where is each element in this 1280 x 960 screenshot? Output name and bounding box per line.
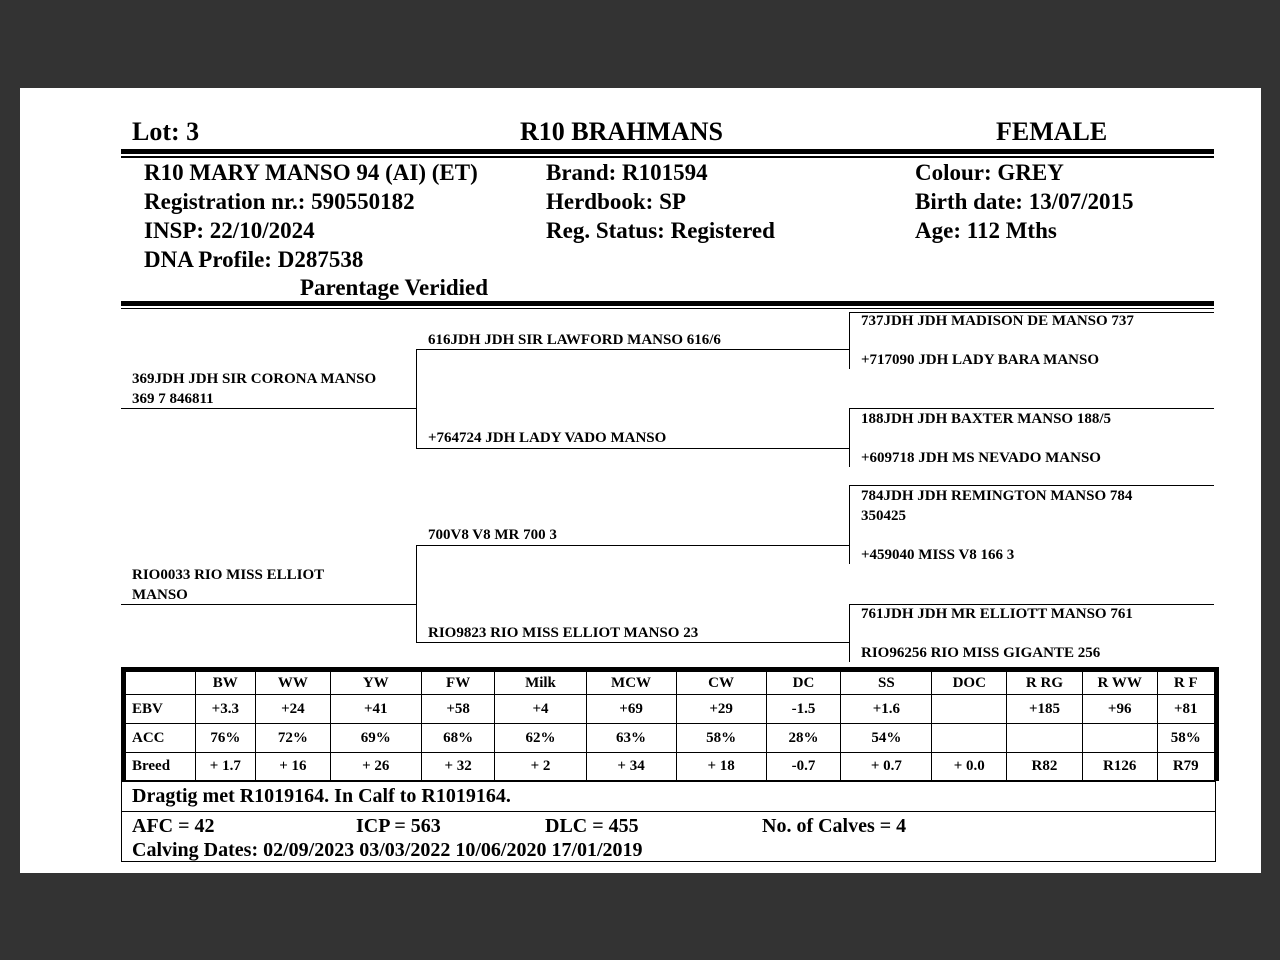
ebv-col-header: CW: [676, 670, 766, 695]
ebv-table: [121, 667, 1219, 781]
ebv-col-header: R WW: [1082, 670, 1157, 695]
acc-row: [124, 724, 1217, 753]
ebv-col-header: SS: [841, 670, 932, 695]
calving-dates: Calving Dates: 02/09/2023 03/03/2022 10/06/2020 17/01/2019: [132, 839, 643, 861]
table-cell: +24: [256, 695, 331, 724]
table-cell: +1.6: [841, 695, 932, 724]
ds-bracket: [849, 485, 850, 564]
pregnancy-box: [121, 781, 1216, 812]
table-cell: [932, 695, 1007, 724]
ss-bracket: [849, 312, 850, 369]
ebv-col-header: [124, 670, 196, 695]
dam-name-cont: MANSO: [132, 587, 188, 603]
table-cell: 58%: [676, 724, 766, 753]
row-label: ACC: [124, 724, 196, 753]
inspection-date: INSP: 22/10/2024: [144, 218, 315, 243]
ebv-col-header: YW: [330, 670, 421, 695]
sd-dam-name: +609718 JDH MS NEVADO MANSO: [861, 450, 1101, 466]
table-cell: -1.5: [766, 695, 841, 724]
ss-dam-name: +717090 JDH LADY BARA MANSO: [861, 352, 1100, 368]
table-cell: +81: [1157, 695, 1216, 724]
registration-number: Registration nr.: 590550182: [144, 189, 415, 214]
table-cell: +185: [1007, 695, 1083, 724]
dam-sire-line: [416, 545, 849, 546]
afc: AFC = 42: [132, 815, 215, 837]
dlc: DLC = 455: [545, 815, 639, 837]
table-cell: 68%: [421, 724, 495, 753]
table-cell: + 26: [330, 753, 421, 781]
number-of-calves: No. of Calves = 4: [762, 815, 907, 837]
breeder-name: R10 BRAHMANS: [520, 117, 723, 146]
sire-sire-name: 616JDH JDH SIR LAWFORD MANSO 616/6: [428, 332, 721, 348]
ss-sire-name: 737JDH JDH MADISON DE MANSO 737: [861, 313, 1134, 329]
table-cell: +3.3: [195, 695, 255, 724]
table-cell: + 16: [256, 753, 331, 781]
table-cell: +69: [586, 695, 676, 724]
dd-bracket: [849, 604, 850, 662]
dna-profile: DNA Profile: D287538: [144, 247, 364, 272]
ebv-col-header: DOC: [932, 670, 1007, 695]
ebv-col-header: Milk: [495, 670, 586, 695]
brand: Brand: R101594: [546, 160, 708, 185]
table-cell: + 18: [676, 753, 766, 781]
registration-status: Reg. Status: Registered: [546, 218, 775, 243]
table-cell: [1082, 724, 1157, 753]
parentage-status: Parentage Veridied: [300, 275, 489, 300]
table-cell: R126: [1082, 753, 1157, 781]
table-cell: +29: [676, 695, 766, 724]
table-cell: + 0.0: [932, 753, 1007, 781]
colour: Colour: GREY: [915, 160, 1064, 185]
table-cell: + 2: [495, 753, 586, 781]
sd-sire-name: 188JDH JDH BAXTER MANSO 188/5: [861, 411, 1112, 427]
birth-date: Birth date: 13/07/2015: [915, 189, 1134, 214]
table-cell: 62%: [495, 724, 586, 753]
table-cell: + 1.7: [195, 753, 255, 781]
table-cell: 72%: [256, 724, 331, 753]
table-cell: +4: [495, 695, 586, 724]
table-cell: [932, 724, 1007, 753]
lot-number: Lot: 3: [132, 117, 200, 146]
table-cell: 76%: [195, 724, 255, 753]
table-cell: +96: [1082, 695, 1157, 724]
table-cell: + 0.7: [841, 753, 932, 781]
table-cell: +58: [421, 695, 495, 724]
ebv-header-row: [124, 670, 1217, 695]
animal-sex: FEMALE: [996, 117, 1108, 146]
age: Age: 112 Mths: [915, 218, 1057, 243]
dd-dam-name: RIO96256 RIO MISS GIGANTE 256: [861, 645, 1101, 661]
ds-sire-reg: 350425: [861, 508, 906, 524]
sire-dam-line: [416, 448, 849, 449]
pregnancy-status: Dragtig met R1019164. In Calf to R1019164.: [132, 785, 511, 807]
dam-sire-name: 700V8 V8 MR 700 3: [428, 527, 557, 543]
info-rule: [121, 301, 1214, 306]
ebv-col-header: WW: [256, 670, 331, 695]
info-rule-thin: [121, 308, 1214, 309]
breed-row: [124, 753, 1217, 781]
dam-dam-name: RIO9823 RIO MISS ELLIOT MANSO 23: [428, 625, 699, 641]
dam-name: RIO0033 RIO MISS ELLIOT: [132, 567, 325, 583]
sd-bracket: [849, 408, 850, 467]
table-cell: -0.7: [766, 753, 841, 781]
table-cell: 58%: [1157, 724, 1216, 753]
sire-bracket: [416, 349, 417, 448]
herdbook: Herdbook: SP: [546, 189, 686, 214]
ebv-col-header: R RG: [1007, 670, 1083, 695]
table-cell: 69%: [330, 724, 421, 753]
table-cell: 28%: [766, 724, 841, 753]
ebv-col-header: R F: [1157, 670, 1216, 695]
calving-box: [121, 811, 1216, 862]
table-cell: + 34: [586, 753, 676, 781]
ebv-col-header: FW: [421, 670, 495, 695]
table-cell: R82: [1007, 753, 1083, 781]
table-cell: +41: [330, 695, 421, 724]
ebv-col-header: MCW: [586, 670, 676, 695]
ebv-row: [124, 695, 1217, 724]
table-cell: + 32: [421, 753, 495, 781]
animal-name: R10 MARY MANSO 94 (AI) (ET): [144, 160, 478, 185]
table-cell: R79: [1157, 753, 1216, 781]
table-cell: [1007, 724, 1083, 753]
row-label: EBV: [124, 695, 196, 724]
sire-dam-name: +764724 JDH LADY VADO MANSO: [428, 430, 667, 446]
lot-sheet: [20, 88, 1261, 873]
table-cell: 63%: [586, 724, 676, 753]
ebv-col-header: DC: [766, 670, 841, 695]
ds-sire-name: 784JDH JDH REMINGTON MANSO 784: [861, 488, 1133, 504]
sire-name: 369JDH JDH SIR CORONA MANSO: [132, 371, 377, 387]
ds-dam-name: +459040 MISS V8 166 3: [861, 547, 1015, 563]
dam-bracket: [416, 545, 417, 642]
row-label: Breed: [124, 753, 196, 781]
ebv-col-header: BW: [195, 670, 255, 695]
header-rule: [121, 149, 1214, 154]
sire-reg: 369 7 846811: [132, 391, 214, 407]
dd-sire-name: 761JDH JDH MR ELLIOTT MANSO 761: [861, 606, 1133, 622]
icp: ICP = 563: [356, 815, 441, 837]
table-cell: 54%: [841, 724, 932, 753]
